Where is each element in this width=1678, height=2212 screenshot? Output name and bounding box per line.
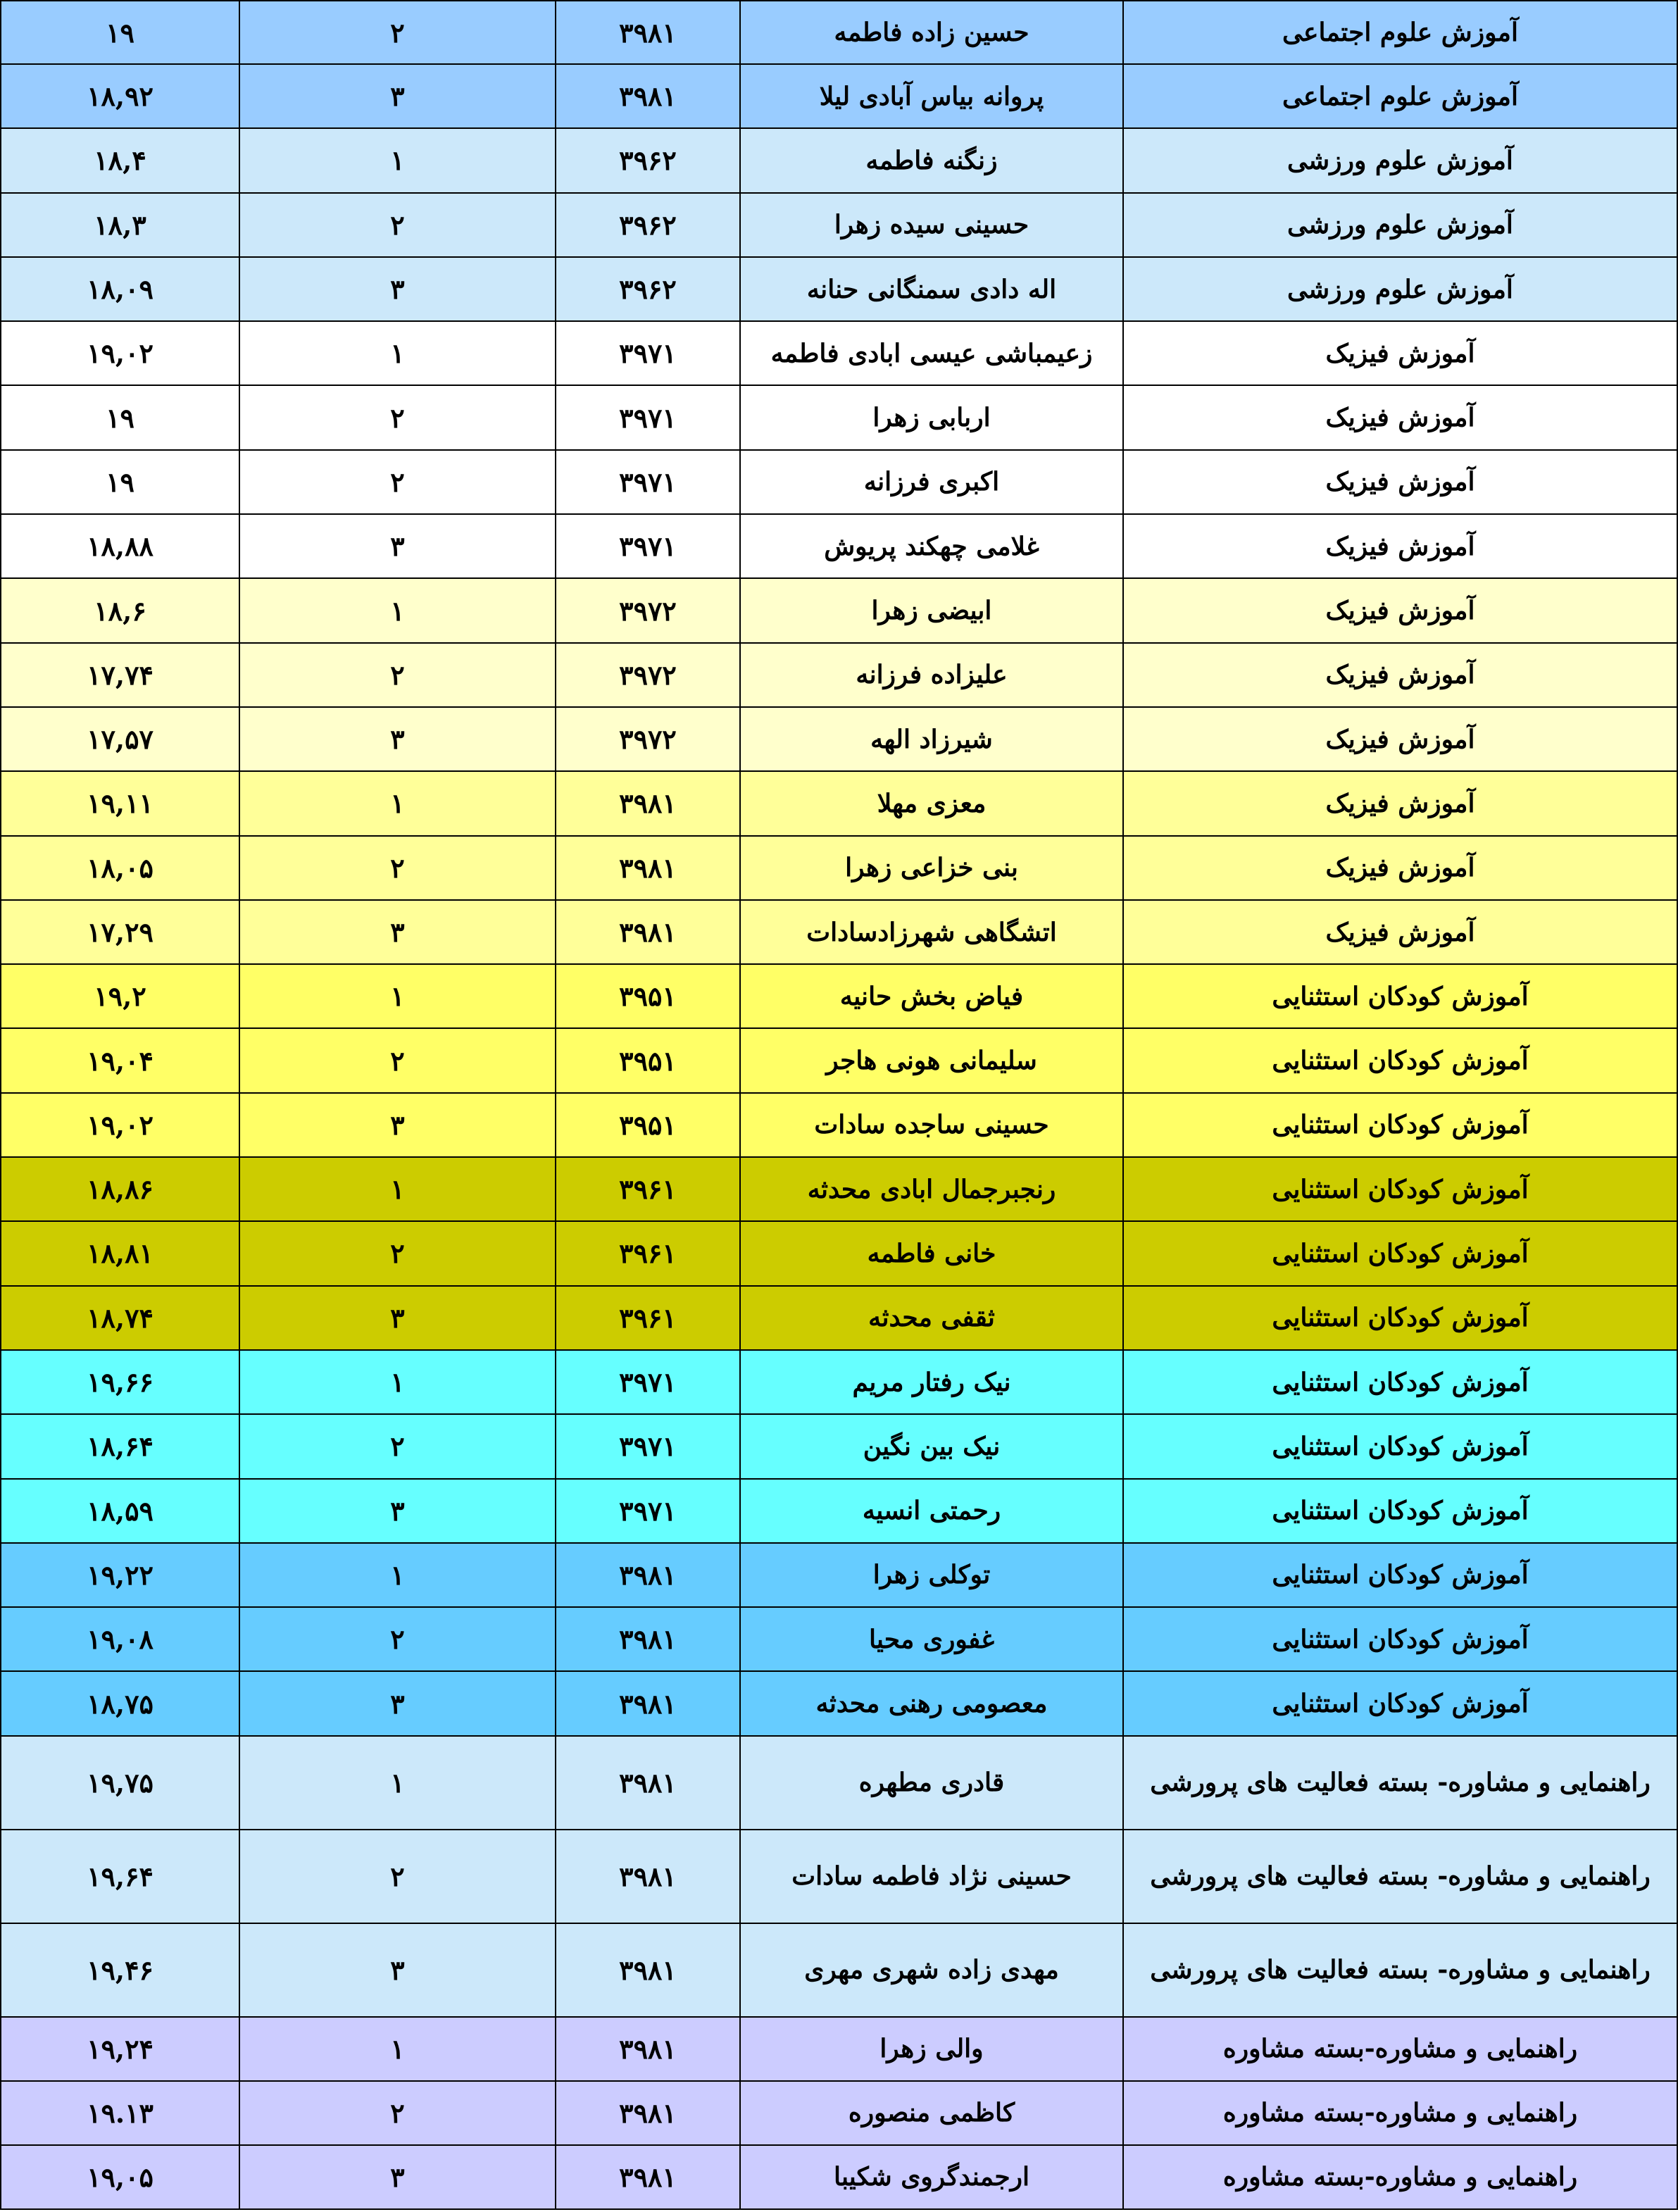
- student-name-cell: رنجبرجمال ابادی محدثه: [740, 1157, 1123, 1221]
- entry-year-cell: ۳۹۶۲: [556, 128, 740, 192]
- entry-year-cell: ۳۹۷۱: [556, 321, 740, 385]
- table-row: [1, 964, 1677, 1028]
- course-cell: آموزش کودکان استثنایی: [1123, 1028, 1677, 1092]
- average-cell: ۱۷,۲۹: [1, 900, 239, 964]
- average-cell: ۱۹,۰۵: [1, 2145, 239, 2209]
- rank-cell: ۱: [239, 2017, 556, 2081]
- average-cell: ۱۹,۲۲: [1, 1543, 239, 1607]
- average-cell: ۱۹,۶۴: [1, 1830, 239, 1923]
- average-cell: ۱۹,۷۵: [1, 1736, 239, 1830]
- course-cell: آموزش کودکان استثنایی: [1123, 1543, 1677, 1607]
- table-row: [1, 450, 1677, 514]
- entry-year-cell: ۳۹۸۱: [556, 64, 740, 128]
- table-row: [1, 1221, 1677, 1285]
- table-row: [1, 1093, 1677, 1157]
- table-row: [1, 1607, 1677, 1671]
- student-name-cell: زعیمباشی عیسی ابادی فاطمه: [740, 321, 1123, 385]
- course-cell: آموزش علوم اجتماعی: [1123, 64, 1677, 128]
- rank-cell: ۲: [239, 385, 556, 449]
- entry-year-cell: ۳۹۵۱: [556, 1093, 740, 1157]
- average-cell: ۱۷,۵۷: [1, 707, 239, 771]
- table-row: [1, 128, 1677, 192]
- average-cell: ۱۸,۵۹: [1, 1479, 239, 1543]
- course-cell: آموزش فیزیک: [1123, 321, 1677, 385]
- rank-cell: ۲: [239, 1221, 556, 1285]
- rank-cell: ۲: [239, 1830, 556, 1923]
- table-row: [1, 193, 1677, 257]
- rank-cell: ۱: [239, 128, 556, 192]
- student-name-cell: غلامی چهکند پریوش: [740, 514, 1123, 578]
- student-name-cell: بنی خزاعی زهرا: [740, 836, 1123, 900]
- course-cell: راهنمایی و مشاوره- بسته فعالیت های پرورشی: [1123, 1736, 1677, 1830]
- average-cell: ۱۹,۰۴: [1, 1028, 239, 1092]
- average-cell: ۱۸,۸۶: [1, 1157, 239, 1221]
- entry-year-cell: ۳۹۸۱: [556, 1607, 740, 1671]
- course-cell: آموزش فیزیک: [1123, 900, 1677, 964]
- course-cell: آموزش فیزیک: [1123, 707, 1677, 771]
- average-cell: ۱۸,۸۱: [1, 1221, 239, 1285]
- average-cell: ۱۸,۰۵: [1, 836, 239, 900]
- average-cell: ۱۸,۶: [1, 578, 239, 642]
- entry-year-cell: ۳۹۸۱: [556, 900, 740, 964]
- course-cell: آموزش کودکان استثنایی: [1123, 964, 1677, 1028]
- entry-year-cell: ۳۹۷۱: [556, 450, 740, 514]
- student-name-cell: زنگنه فاطمه: [740, 128, 1123, 192]
- rank-cell: ۱: [239, 1736, 556, 1830]
- average-cell: ۱۹,۰۸: [1, 1607, 239, 1671]
- rank-cell: ۲: [239, 1, 556, 64]
- course-cell: آموزش کودکان استثنایی: [1123, 1479, 1677, 1543]
- course-cell: آموزش علوم اجتماعی: [1123, 1, 1677, 64]
- course-cell: آموزش کودکان استثنایی: [1123, 1607, 1677, 1671]
- average-cell: ۱۹,۰۲: [1, 321, 239, 385]
- student-name-cell: شیرزاد الهه: [740, 707, 1123, 771]
- entry-year-cell: ۳۹۸۱: [556, 836, 740, 900]
- table-row: [1, 578, 1677, 642]
- course-cell: آموزش کودکان استثنایی: [1123, 1221, 1677, 1285]
- student-name-cell: ابیضی زهرا: [740, 578, 1123, 642]
- rank-cell: ۲: [239, 1028, 556, 1092]
- entry-year-cell: ۳۹۸۱: [556, 771, 740, 835]
- entry-year-cell: ۳۹۸۱: [556, 1, 740, 64]
- student-name-cell: ثقفی محدثه: [740, 1286, 1123, 1350]
- course-cell: آموزش کودکان استثنایی: [1123, 1350, 1677, 1414]
- rank-cell: ۳: [239, 707, 556, 771]
- entry-year-cell: ۳۹۸۱: [556, 1923, 740, 2017]
- course-cell: آموزش فیزیک: [1123, 643, 1677, 707]
- entry-year-cell: ۳۹۶۱: [556, 1286, 740, 1350]
- student-name-cell: اله دادی سمنگانی حنانه: [740, 257, 1123, 321]
- rank-cell: ۱: [239, 321, 556, 385]
- average-cell: ۱۹,۱۱: [1, 771, 239, 835]
- table-row: [1, 900, 1677, 964]
- average-cell: ۱۹,۲۴: [1, 2017, 239, 2081]
- course-cell: آموزش کودکان استثنایی: [1123, 1671, 1677, 1735]
- course-cell: آموزش کودکان استثنایی: [1123, 1414, 1677, 1478]
- student-name-cell: والی زهرا: [740, 2017, 1123, 2081]
- table-row: [1, 1286, 1677, 1350]
- average-cell: ۱۹: [1, 385, 239, 449]
- rank-cell: ۲: [239, 643, 556, 707]
- table-row: [1, 1028, 1677, 1092]
- rank-cell: ۲: [239, 450, 556, 514]
- rank-cell: ۲: [239, 836, 556, 900]
- rank-cell: ۱: [239, 578, 556, 642]
- entry-year-cell: ۳۹۸۱: [556, 1543, 740, 1607]
- table-row: [1, 643, 1677, 707]
- student-name-cell: توکلی زهرا: [740, 1543, 1123, 1607]
- table-row: [1, 771, 1677, 835]
- entry-year-cell: ۳۹۷۲: [556, 707, 740, 771]
- entry-year-cell: ۳۹۷۲: [556, 643, 740, 707]
- entry-year-cell: ۳۹۶۲: [556, 257, 740, 321]
- course-cell: آموزش فیزیک: [1123, 771, 1677, 835]
- student-name-cell: غفوری محیا: [740, 1607, 1123, 1671]
- entry-year-cell: ۳۹۷۱: [556, 385, 740, 449]
- rank-cell: ۳: [239, 1093, 556, 1157]
- course-cell: آموزش کودکان استثنایی: [1123, 1157, 1677, 1221]
- average-cell: ۱۷,۷۴: [1, 643, 239, 707]
- table-row: [1, 1350, 1677, 1414]
- entry-year-cell: ۳۹۷۱: [556, 514, 740, 578]
- table-body: [1, 1, 1677, 2209]
- rank-cell: ۱: [239, 1157, 556, 1221]
- course-cell: آموزش علوم ورزشی: [1123, 193, 1677, 257]
- entry-year-cell: ۳۹۸۱: [556, 1736, 740, 1830]
- table-row: [1, 2081, 1677, 2145]
- rank-cell: ۲: [239, 2081, 556, 2145]
- entry-year-cell: ۳۹۸۱: [556, 2145, 740, 2209]
- course-cell: آموزش فیزیک: [1123, 836, 1677, 900]
- entry-year-cell: ۳۹۸۱: [556, 1671, 740, 1735]
- rank-cell: ۱: [239, 1543, 556, 1607]
- rank-cell: ۱: [239, 1350, 556, 1414]
- rank-cell: ۳: [239, 1671, 556, 1735]
- student-name-cell: اتشگاهی شهرزادسادات: [740, 900, 1123, 964]
- student-name-cell: کاظمی منصوره: [740, 2081, 1123, 2145]
- course-cell: آموزش علوم ورزشی: [1123, 128, 1677, 192]
- table-row: [1, 2145, 1677, 2209]
- average-cell: ۱۹,۴۶: [1, 1923, 239, 2017]
- entry-year-cell: ۳۹۶۱: [556, 1157, 740, 1221]
- entry-year-cell: ۳۹۵۱: [556, 1028, 740, 1092]
- average-cell: ۱۸,۸۸: [1, 514, 239, 578]
- rank-cell: ۳: [239, 64, 556, 128]
- student-name-cell: معصومی رهنی محدثه: [740, 1671, 1123, 1735]
- rank-cell: ۳: [239, 514, 556, 578]
- average-cell: ۱۸,۴: [1, 128, 239, 192]
- table-row: [1, 514, 1677, 578]
- table-row: [1, 1, 1677, 64]
- table-row: [1, 1923, 1677, 2017]
- rank-cell: ۳: [239, 1923, 556, 2017]
- course-cell: آموزش فیزیک: [1123, 385, 1677, 449]
- table-row: [1, 2017, 1677, 2081]
- course-cell: راهنمایی و مشاوره- بسته فعالیت های پرورشی: [1123, 1923, 1677, 2017]
- average-cell: ۱۹,۰۲: [1, 1093, 239, 1157]
- table-row: [1, 1736, 1677, 1830]
- rank-cell: ۲: [239, 1607, 556, 1671]
- student-name-cell: معزی مهلا: [740, 771, 1123, 835]
- average-cell: ۱۹,۲: [1, 964, 239, 1028]
- rank-cell: ۳: [239, 900, 556, 964]
- student-name-cell: مهدی زاده شهری مهری: [740, 1923, 1123, 2017]
- entry-year-cell: ۳۹۸۱: [556, 2081, 740, 2145]
- average-cell: ۱۸,۶۴: [1, 1414, 239, 1478]
- table-row: [1, 1543, 1677, 1607]
- entry-year-cell: ۳۹۸۱: [556, 1830, 740, 1923]
- student-name-cell: حسینی نژاد فاطمه سادات: [740, 1830, 1123, 1923]
- course-cell: راهنمایی و مشاوره-بسته مشاوره: [1123, 2017, 1677, 2081]
- course-cell: آموزش علوم ورزشی: [1123, 257, 1677, 321]
- average-cell: ۱۹.۱۳: [1, 2081, 239, 2145]
- course-cell: آموزش کودکان استثنایی: [1123, 1286, 1677, 1350]
- student-name-cell: اکبری فرزانه: [740, 450, 1123, 514]
- student-name-cell: خانی فاطمه: [740, 1221, 1123, 1285]
- student-name-cell: حسینی ساجده سادات: [740, 1093, 1123, 1157]
- entry-year-cell: ۳۹۷۲: [556, 578, 740, 642]
- table-row: [1, 836, 1677, 900]
- table-row: [1, 1414, 1677, 1478]
- entry-year-cell: ۳۹۵۱: [556, 964, 740, 1028]
- entry-year-cell: ۳۹۷۱: [556, 1479, 740, 1543]
- course-cell: آموزش فیزیک: [1123, 450, 1677, 514]
- table-row: [1, 385, 1677, 449]
- student-name-cell: حسین زاده فاطمه: [740, 1, 1123, 64]
- table-row: [1, 1479, 1677, 1543]
- rank-cell: ۳: [239, 2145, 556, 2209]
- course-cell: آموزش فیزیک: [1123, 578, 1677, 642]
- student-name-cell: ارجمندگروی شکیبا: [740, 2145, 1123, 2209]
- student-name-cell: علیزاده فرزانه: [740, 643, 1123, 707]
- table-row: [1, 1830, 1677, 1923]
- average-cell: ۱۸,۳: [1, 193, 239, 257]
- average-cell: ۱۸,۷۵: [1, 1671, 239, 1735]
- student-name-cell: سلیمانی هونی هاجر: [740, 1028, 1123, 1092]
- course-cell: راهنمایی و مشاوره-بسته مشاوره: [1123, 2081, 1677, 2145]
- student-name-cell: قادری مطهره: [740, 1736, 1123, 1830]
- student-name-cell: نیک بین نگین: [740, 1414, 1123, 1478]
- table-row: [1, 257, 1677, 321]
- rank-cell: ۳: [239, 1479, 556, 1543]
- rank-cell: ۱: [239, 771, 556, 835]
- student-name-cell: حسینی سیده زهرا: [740, 193, 1123, 257]
- course-cell: راهنمایی و مشاوره- بسته فعالیت های پرورشی: [1123, 1830, 1677, 1923]
- average-cell: ۱۸,۰۹: [1, 257, 239, 321]
- entry-year-cell: ۳۹۷۱: [556, 1350, 740, 1414]
- rank-cell: ۳: [239, 257, 556, 321]
- average-cell: ۱۹,۶۶: [1, 1350, 239, 1414]
- student-name-cell: رحمتی انسیه: [740, 1479, 1123, 1543]
- table-row: [1, 1157, 1677, 1221]
- table-row: [1, 64, 1677, 128]
- average-cell: ۱۸,۷۴: [1, 1286, 239, 1350]
- student-name-cell: نیک رفتار مریم: [740, 1350, 1123, 1414]
- rank-cell: ۲: [239, 1414, 556, 1478]
- average-cell: ۱۹: [1, 450, 239, 514]
- course-cell: راهنمایی و مشاوره-بسته مشاوره: [1123, 2145, 1677, 2209]
- rank-cell: ۲: [239, 193, 556, 257]
- average-cell: ۱۹: [1, 1, 239, 64]
- table-row: [1, 321, 1677, 385]
- student-name-cell: فیاض بخش حانیه: [740, 964, 1123, 1028]
- student-name-cell: اربابی زهرا: [740, 385, 1123, 449]
- entry-year-cell: ۳۹۶۲: [556, 193, 740, 257]
- entry-year-cell: ۳۹۸۱: [556, 2017, 740, 2081]
- entry-year-cell: ۳۹۶۱: [556, 1221, 740, 1285]
- rank-cell: ۱: [239, 964, 556, 1028]
- course-cell: آموزش کودکان استثنایی: [1123, 1093, 1677, 1157]
- average-cell: ۱۸,۹۲: [1, 64, 239, 128]
- student-name-cell: پروانه بیاس آبادی لیلا: [740, 64, 1123, 128]
- rank-cell: ۳: [239, 1286, 556, 1350]
- entry-year-cell: ۳۹۷۱: [556, 1414, 740, 1478]
- table-row: [1, 707, 1677, 771]
- table-row: [1, 1671, 1677, 1735]
- course-cell: آموزش فیزیک: [1123, 514, 1677, 578]
